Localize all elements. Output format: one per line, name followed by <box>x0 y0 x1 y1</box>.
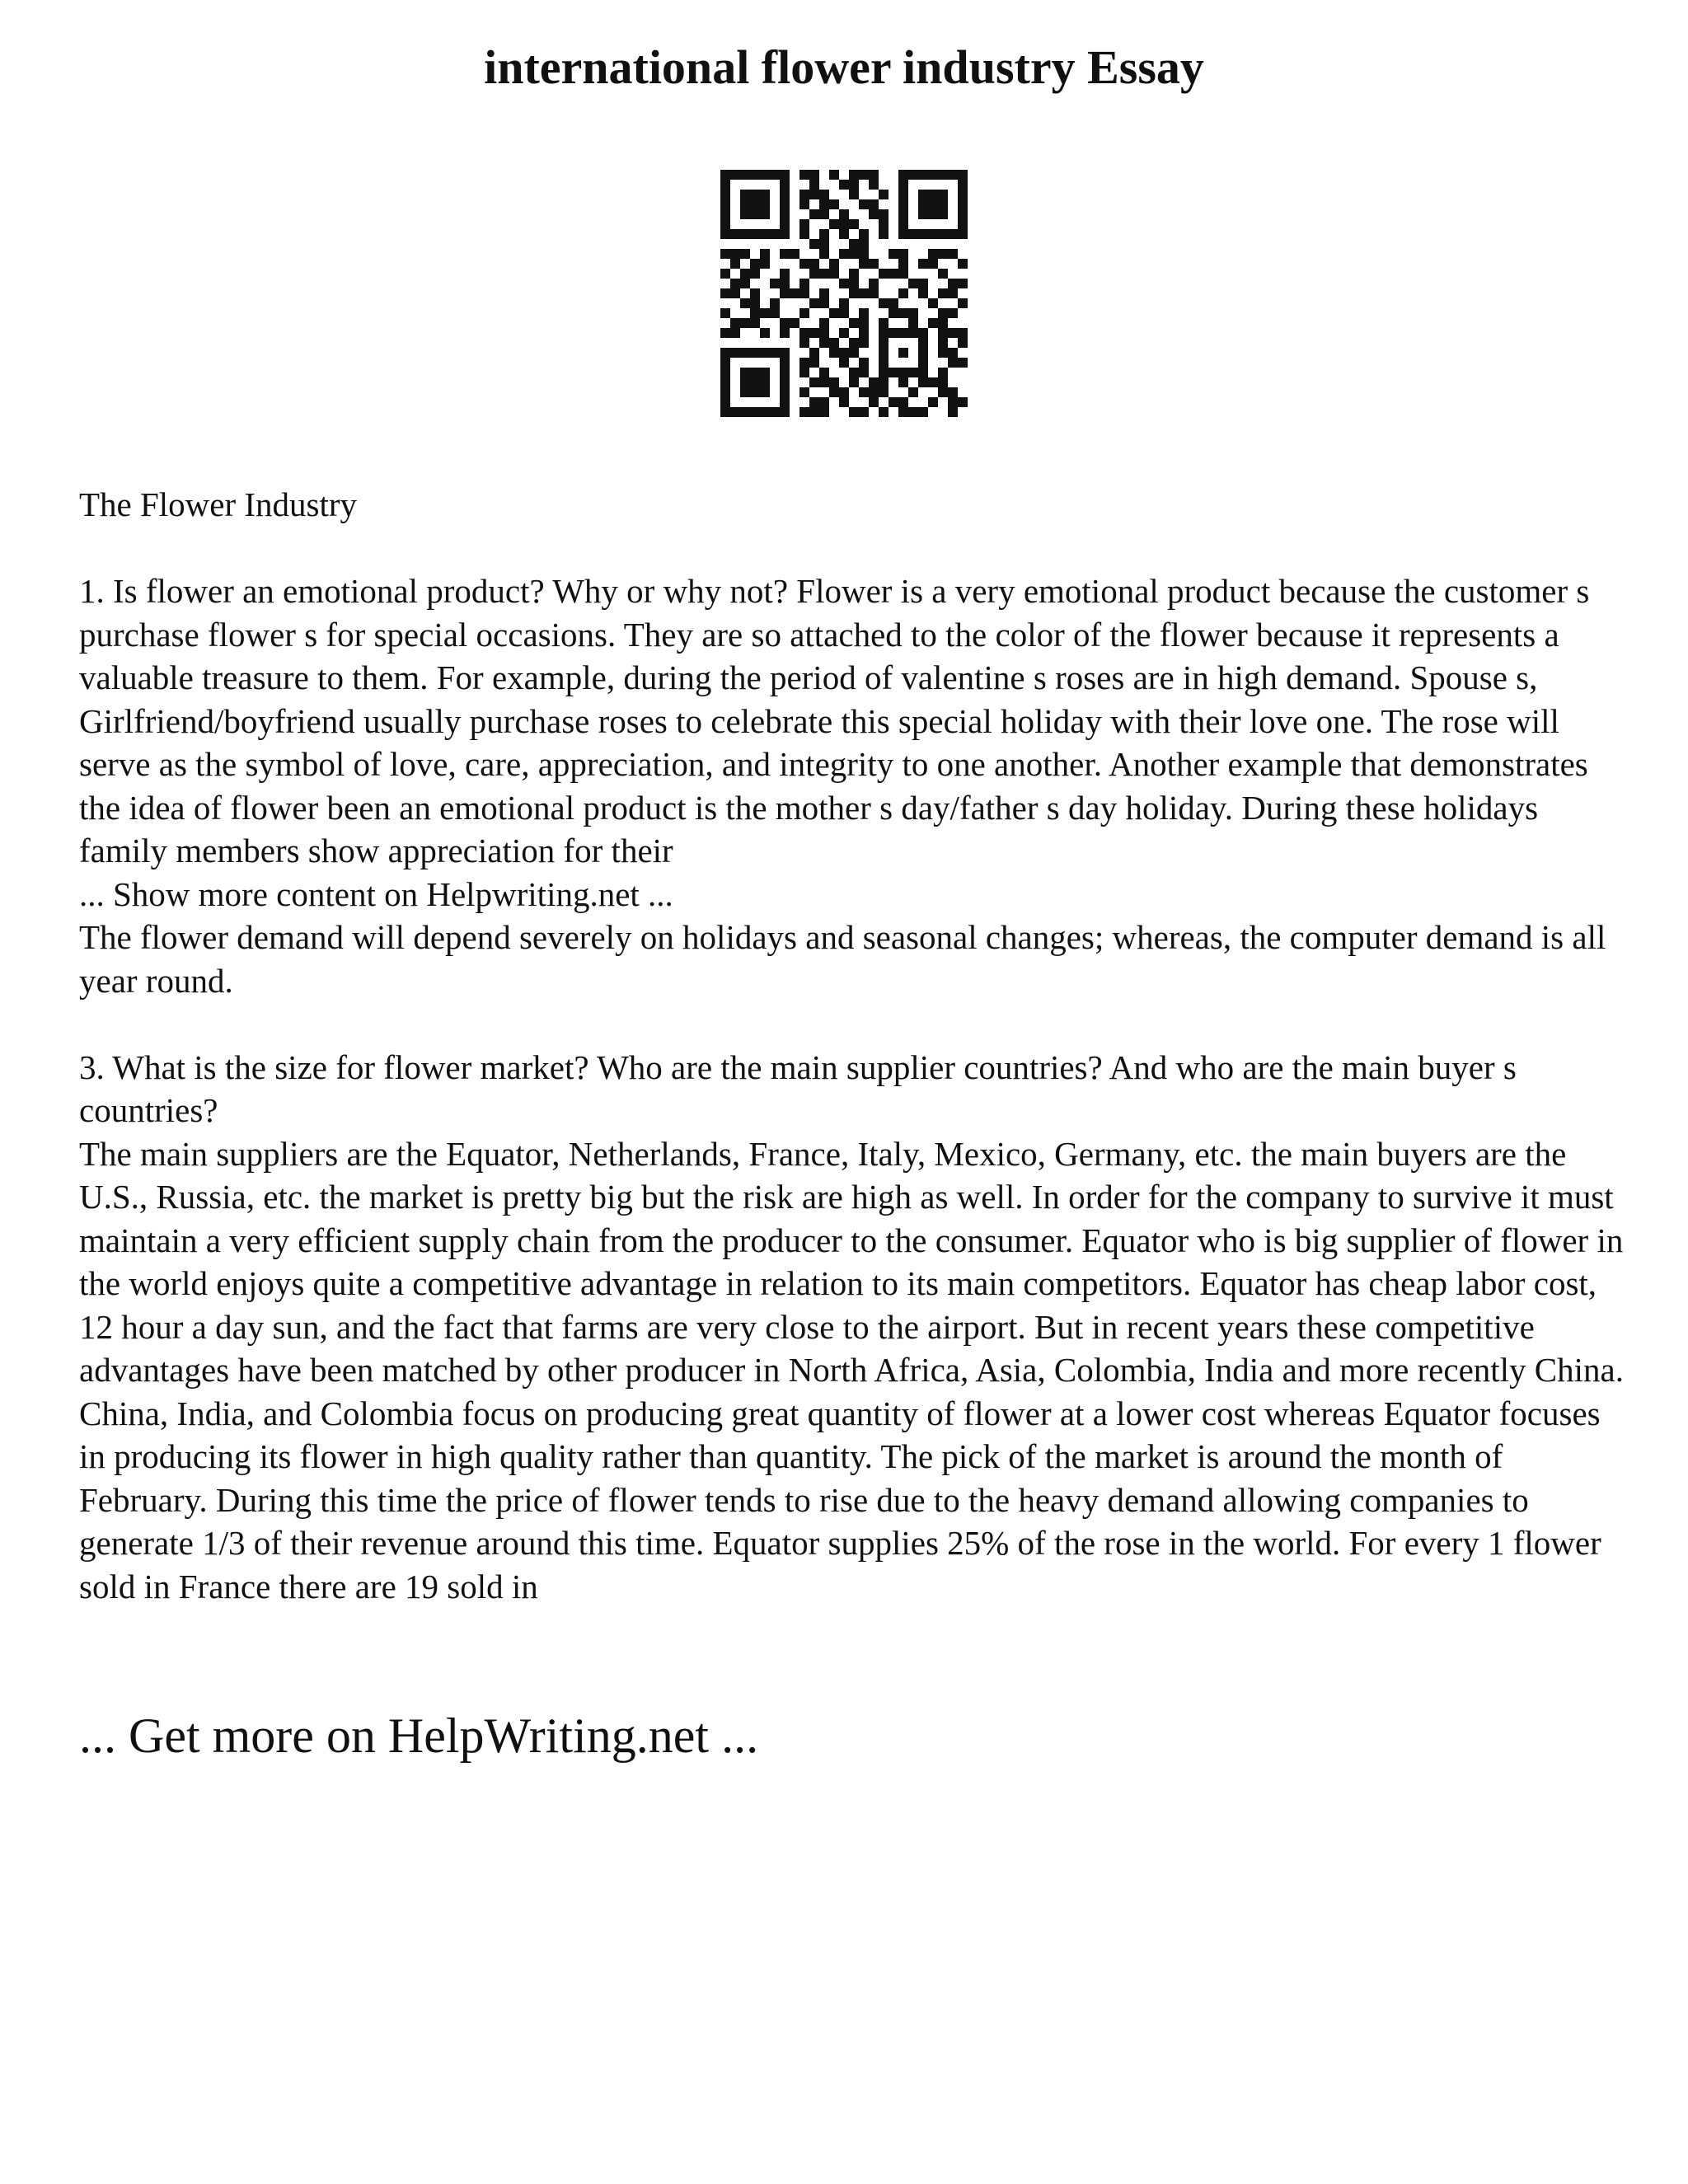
essay-paragraph-1: 1. Is flower an emotional product? Why or why not? Flower is a very emotional product because the customer s purchase flower s for special occasions. They are so attached to the color of the flower because it represents a valuable treasure to them. For example, during the period of valentine s roses are in high demand. Spouse s, Girlfriend/boyfriend usually purchase roses to celebrate this special holiday with their love one. The rose will serve as the symbol of love, care, appreciation, and integrity to one another. Another example that demonstrates the idea of flower been an emotional product is the mother s day/father s day holiday. During these holidays family members show appreciation for their <box>79 572 1590 869</box>
get-more-link[interactable]: ... Get more on HelpWriting.net ... <box>79 1708 759 1763</box>
essay-question-3: 3. What is the size for flower market? Who are the main supplier countries? And who are the main buyer s countries? <box>79 1047 1517 1129</box>
page-title: international flower industry Essay <box>484 40 1204 94</box>
essay-heading: The Flower Industry <box>79 485 358 523</box>
essay-paragraph-3: The main suppliers are the Equator, Netherlands, France, Italy, Mexico, Germany, etc. the main buyers are the U.S., Russia, etc. the market is pretty big but the risk are high as well. In order for the company to survive it must maintain a very efficient supply chain from the producer to the consumer. Equator who is big supplier of flower in the world enjoys quite a competitive advantage in relation to its main competitors. Equator has cheap labor cost, 12 hour a day sun, and the fact that farms are very close to the airport. But in recent years these competitive advantages have been matched by other producer in North Africa, Asia, Colombia, India and more recently China. China, India, and Colombia focus on producing great quantity of flower at a lower cost whereas Equator focuses in producing its flower in high quality rather than quantity. The pick of the market is around the month of February. During this time the price of flower tends to rise due to the heavy demand allowing companies to generate 1/3 of their revenue around this time. Equator supplies 25% of the rose in the world. For every 1 flower sold in France there are 19 sold in <box>79 1134 1624 1605</box>
qr-code-icon <box>720 170 968 417</box>
show-more-link[interactable]: ... Show more content on Helpwriting.net ... <box>79 874 673 913</box>
essay-paragraph-2: The flower demand will depend severely on holidays and seasonal changes; whereas, the computer demand is all year round. <box>79 918 1606 1000</box>
essay-body <box>79 483 1629 1608</box>
